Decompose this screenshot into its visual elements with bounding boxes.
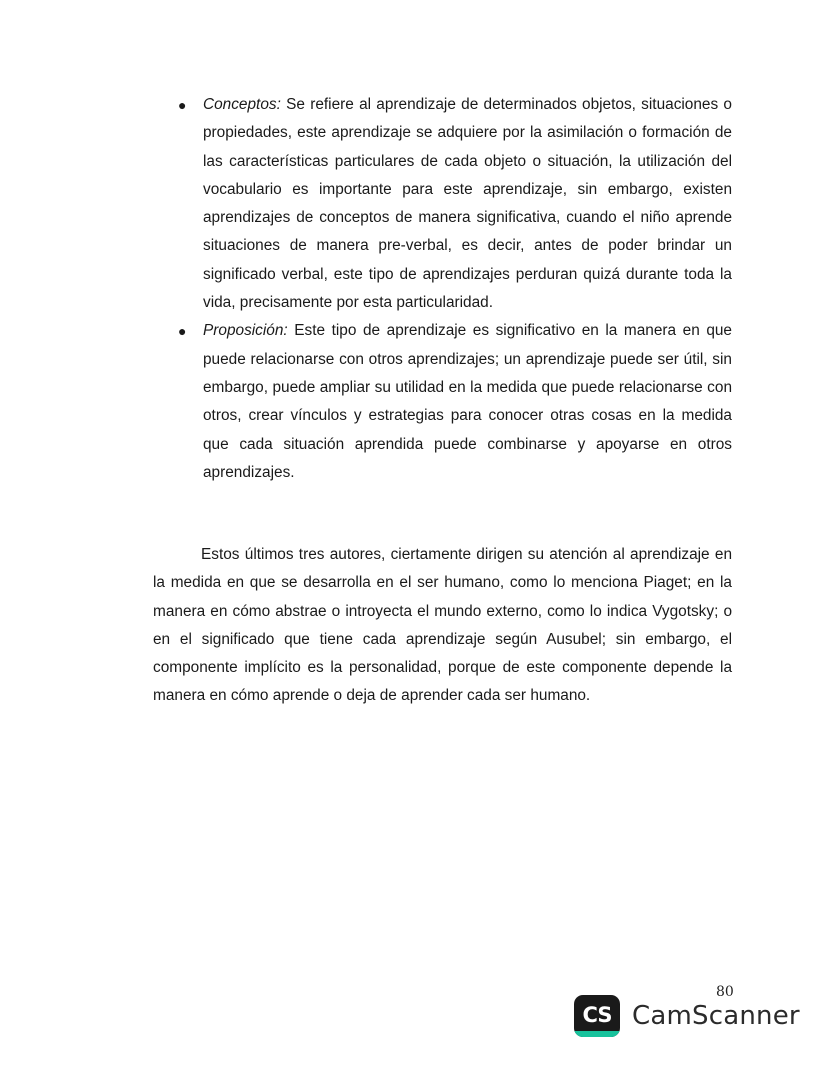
body-paragraph: Estos últimos tres autores, ciertamente dirigen su atención al aprendizaje en la medida en que se desarrolla en el ser humano, como lo menciona Piaget; en la manera en cómo abstrae o introyecta el mundo externo, como lo indica Vygotsky; o en el significado que tiene cada aprendizaje según Ausubel; sin embargo, el componente implícito es la personalidad, porque de este componente depende la manera en cómo aprende o deja de aprender cada ser humano. [153, 546, 732, 705]
logo-accent-band [574, 1031, 620, 1037]
brand-name: CamScanner [632, 1001, 800, 1031]
bullet-dot-icon: ● [178, 97, 187, 113]
bullet-term: Proposición: [203, 322, 288, 340]
bullet-item-proposicion [176, 317, 732, 487]
camscanner-watermark [574, 995, 800, 1037]
bullet-text: Se refiere al aprendizaje de determinados objetos, situaciones o propiedades, este aprendizaje se adquiere por la asimilación o formación de las características particulares de cada objeto o situación, la utilización del vocabulario es importante para este aprendizaje, sin embargo, existen aprendizajes de conceptos de manera significativa, cuando el niño aprende situaciones de manera pre-verbal, es decir, antes de poder brindar un significado verbal, este tipo de aprendizajes perduran quizá durante toda la vida, precisamente por esta particularidad. [203, 96, 732, 312]
bullet-item-conceptos [176, 91, 732, 317]
logo-text: CS [582, 1002, 612, 1027]
bullet-dot-icon: ● [178, 323, 187, 340]
bullet-text: Este tipo de aprendizaje es significativo en la manera en que puede relacionarse con otros aprendizajes; un aprendizaje puede ser útil, sin embargo, puede ampliar su utilidad en la medida que puede relacionarse con otros, crear vínculos y estrategias para conocer otras cosas en la medida que cada situación aprendida puede combinarse y apoyarse en otros aprendizajes. [203, 322, 732, 481]
camscanner-logo-icon [574, 995, 620, 1037]
page-number: 80 [716, 984, 734, 1000]
bullet-list [176, 91, 732, 487]
bullet-term: Conceptos: [203, 96, 281, 113]
